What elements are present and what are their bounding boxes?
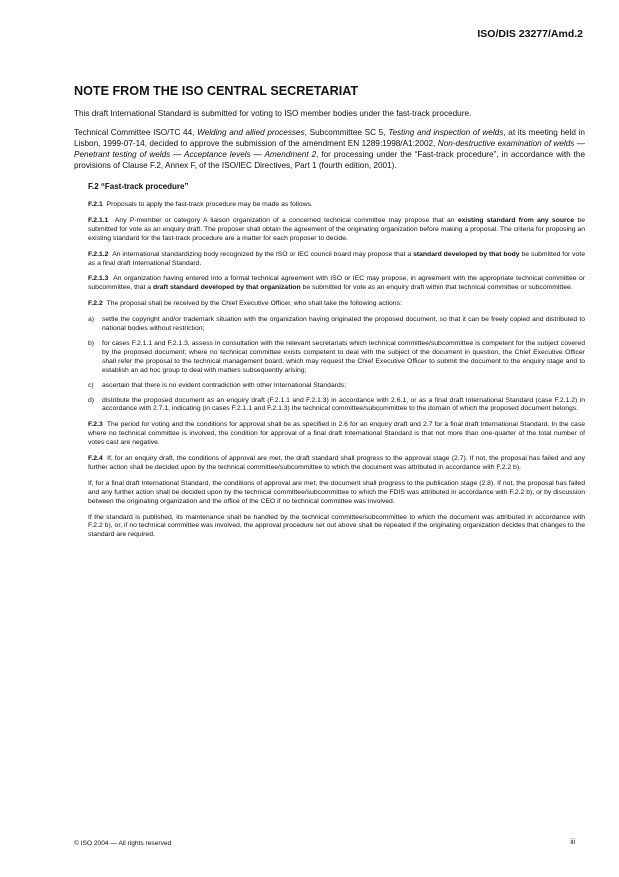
clause-f2-1-3: F.2.1.3 An organization having entered into a formal technical agreement with ISO or IEC may propose, in agreement with the appropriate technical committee or subcommittee, that a draft standard developed by that organization be submitted for vote as an enquiry draft within that technical committee or subcommittee. (88, 275, 585, 292)
page-content (74, 84, 585, 547)
final-paragraph-2: If the standard is published, its maintenance shall be handled by the technical committee/subcommittee to which the document was attributed in accordance with F.2.2 b), or, if no technical committee was involved, the approval procedure set out above shall be repeated if the originating organization decides that changes to the standard are required. (88, 513, 585, 539)
clause-f2-3: F.2.3 The period for voting and the conditions for approval shall be as specified in 2.6 for an enquiry draft and 2.7 for a final draft International Standard. In the case where no technical committee is involved, the condition for approval of a final draft International Standard is that not more than one-quarter of the total number of votes cast are negative. (88, 421, 585, 447)
page-number: iii (570, 839, 575, 846)
intro-paragraph-2: Technical Committee ISO/TC 44, Welding and allied processes, Subcommittee SC 5, Testing and inspection of welds, at its meeting held in Lisbon, 1999-07-14, decided to approve the submission of the amendment EN 1289:1998/A1:2002, Non-destructive examination of welds — Penetrant testing of welds — Acceptance levels — Amendment 2, for processing under the “Fast-track procedure”, in accordance with the provisions of Clause F.2, Annex F, of the ISO/IEC Directives, Part 1 (fourth edition, 2001). (74, 128, 586, 170)
list-item: a) settle the copyright and/or trademark situation with the organization having originated the proposed document, so that it can be freely copied and distributed to national bodies without restriction; (88, 316, 585, 333)
list-item: d) distribute the proposed document as an enquiry draft (F.2.1.1 and F.2.1.3) in accordance with 2.6.1, or as a final draft International Standard (case F.2.1.2) in accordance with 2.7.1, indicating (in cases F.2.1.1 and F.2.1.3) the technical committee/subcommittee to the domain of which the proposed document belongs. (88, 396, 585, 413)
final-paragraph-1: If, for a final draft International Standard, the conditions of approval are met, the document shall progress to the publication stage (2.8). If not, the proposal has failed and any further action shall be decided upon by the technical committee/subcommittee to which the FDIS was attributed in accordance with F.2.2 b), or by discussion between the originating organization and the office of the CEO if no technical committee was involved. (88, 479, 585, 505)
clause-heading: F.2 “Fast-track procedure” (88, 182, 189, 191)
list-item: c) ascertain that there is no evident contradiction with other International Standards; (88, 381, 347, 389)
clause-f2 (88, 182, 585, 540)
clause-f2-2: F.2.2 The proposal shall be received by the Chief Executive Officer, who shall take the following actions: (88, 300, 402, 308)
list-item: b) for cases F.2.1.1 and F.2.1.3, assess in consultation with the relevant secretariats which technical committee/subcommittee is competent for the subject covered by the proposed document; where no technical committee exists competent to deal with the subject of the document in question, the Chief Executive Officer shall refer the proposal to the technical management board, which may request the Chief Executive Officer to submit the document to the enquiry stage and to establish an ad hoc group to deal with matters subsequently arising; (88, 339, 585, 374)
clause-f2-1-2: F.2.1.2 An international standardizing body recognized by the ISO or IEC council board may propose that a standard developed by that body be submitted for vote as a final draft International Standard. (88, 250, 585, 267)
copyright-notice: © ISO 2004 — All rights reserved (74, 840, 172, 847)
clause-f2-1-1: F.2.1.1 Any P-member or category A liaison organization of a concerned technical committee may propose that an existing standard from any source be submitted for vote as an enquiry draft. The proposer shall obtain the agreement of the originating organization before making a proposal. The criteria for proposing an existing standard for the fast-track procedure are a matter for each proposer to decide. (88, 216, 586, 242)
clause-f2-1: F.2.1 Proposals to apply the fast-track procedure may be made as follows. (88, 201, 313, 208)
document-reference: ISO/DIS 23277/Amd.2 (477, 28, 583, 40)
note-title: NOTE FROM THE ISO CENTRAL SECRETARIAT (74, 84, 359, 98)
intro-paragraph-1: This draft International Standard is submitted for voting to ISO member bodies under the fast-track procedure. (74, 109, 472, 118)
clause-f2-4: F.2.4 If, for an enquiry draft, the conditions of approval are met, the draft standard shall progress to the approval stage (2.7). If not, the proposal has failed and any further action shall be decided upon by the technical committee/subcommittee to which the document was attributed in accordance with F.2.2 b). (88, 455, 585, 471)
action-list (88, 316, 585, 414)
